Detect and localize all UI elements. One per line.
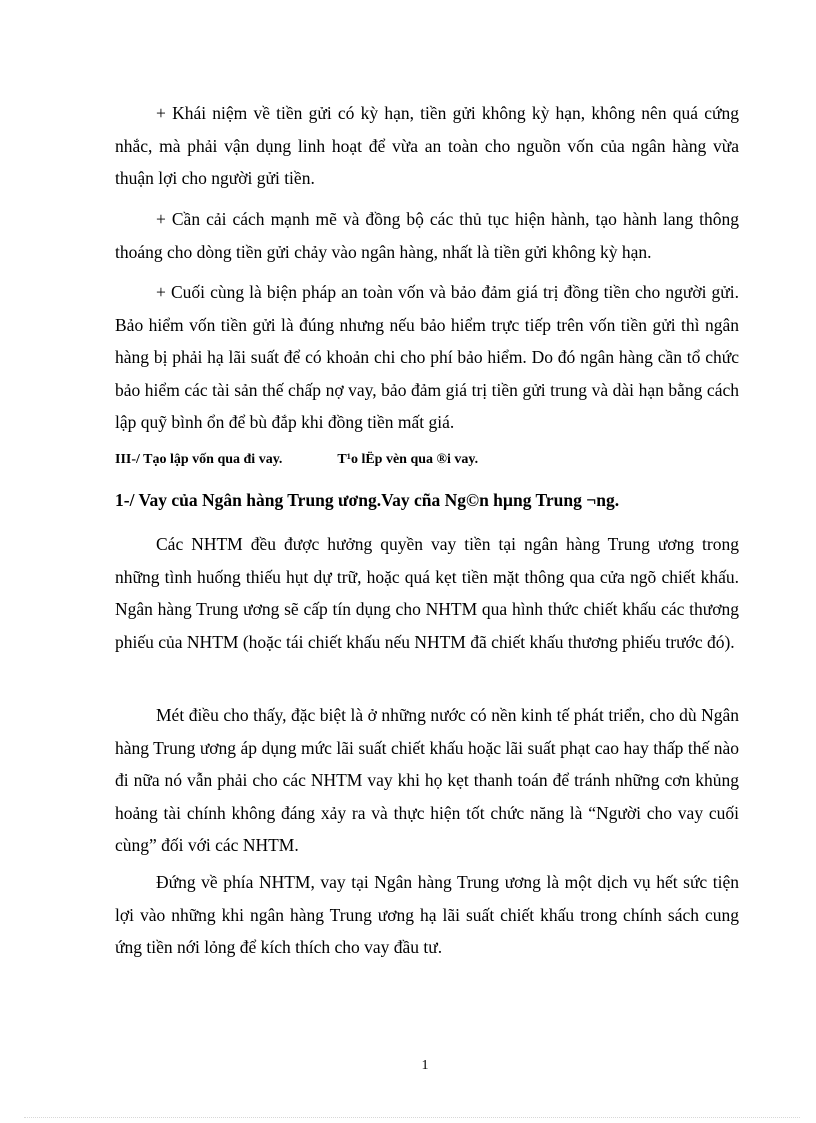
paragraph-nhtm-perspective: Đứng về phía NHTM, vay tại Ngân hàng Trung ương là một dịch vụ hết sức tiện lợi vào những khi ngân hàng Trung ương hạ lãi suất chiết khấu trong chính sách cung ứng tiền nới lỏng để kích thích cho vay đầu tư.: [115, 872, 739, 957]
subsection-heading-1: 1-/ Vay của Ngân hàng Trung ương.Vay cña Ng©n hµng Trung ¬ng.: [115, 490, 620, 510]
section-heading-iii-legacy-text: T¹o lËp vèn qua ®i vay.: [337, 452, 479, 467]
paragraph-term-deposit-concept: + Khái niệm về tiền gửi có kỳ hạn, tiền gửi không kỳ hạn, không nên quá cứng nhắc, mà phải vận dụng linh hoạt để vừa an toàn cho nguồn vốn của ngân hàng vừa thuận lợi cho người gửi tiền.: [115, 103, 739, 188]
footer-divider: [24, 1117, 800, 1118]
paragraph-lender-of-last-resort: Mét điều cho thấy, đặc biệt là ở những nước có nền kinh tế phát triển, cho dù Ngân hàng Trung ương áp dụng mức lãi suất chiết khấu hoặc lãi suất phạt cao hay thấp thế nào đi nữa nó vẫn phải cho các NHTM vay khi họ kẹt thanh toán để tránh những cơn khủng hoảng tài chính không đáng xảy ra và thực hiện tốt chức năng là “Người cho vay cuối cùng” đối với các NHTM.: [115, 705, 739, 855]
paragraph-capital-safety: + Cuối cùng là biện pháp an toàn vốn và bảo đảm giá trị đồng tiền cho người gửi. Bảo hiểm vốn tiền gửi là đúng nhưng nếu bảo hiểm trực tiếp trên vốn tiền gửi thì ngân hàng bị phải hạ lãi suất để có khoản chi cho phí bảo hiểm. Do đó ngân hàng cần tổ chức bảo hiểm các tài sản thế chấp nợ vay, bảo đảm giá trị tiền gửi trung và dài hạn bằng cách lập quỹ bình ổn để bù đắp khi đồng tiền mất giá.: [115, 282, 739, 432]
paragraph-central-bank-borrowing: Các NHTM đều được hưởng quyền vay tiền tại ngân hàng Trung ương trong những tình huống thiếu hụt dự trữ, hoặc quá kẹt tiền mặt thông qua cửa ngõ chiết khấu. Ngân hàng Trung ương sẽ cấp tín dụng cho NHTM qua hình thức chiết khấu các thương phiếu của NHTM (hoặc tái chiết khấu nếu NHTM đã chiết khấu thương phiếu trước đó).: [115, 534, 739, 652]
page-number: 1: [421, 1058, 429, 1073]
section-heading-iii: [115, 452, 478, 468]
paragraph-procedure-reform: + Cần cải cách mạnh mẽ và đồng bộ các thủ tục hiện hành, tạo hành lang thông thoáng cho dòng tiền gửi chảy vào ngân hàng, nhất là tiền gửi không kỳ hạn.: [115, 209, 739, 262]
section-heading-iii-text: III-/ Tạo lập vốn qua đi vay.: [115, 452, 283, 467]
